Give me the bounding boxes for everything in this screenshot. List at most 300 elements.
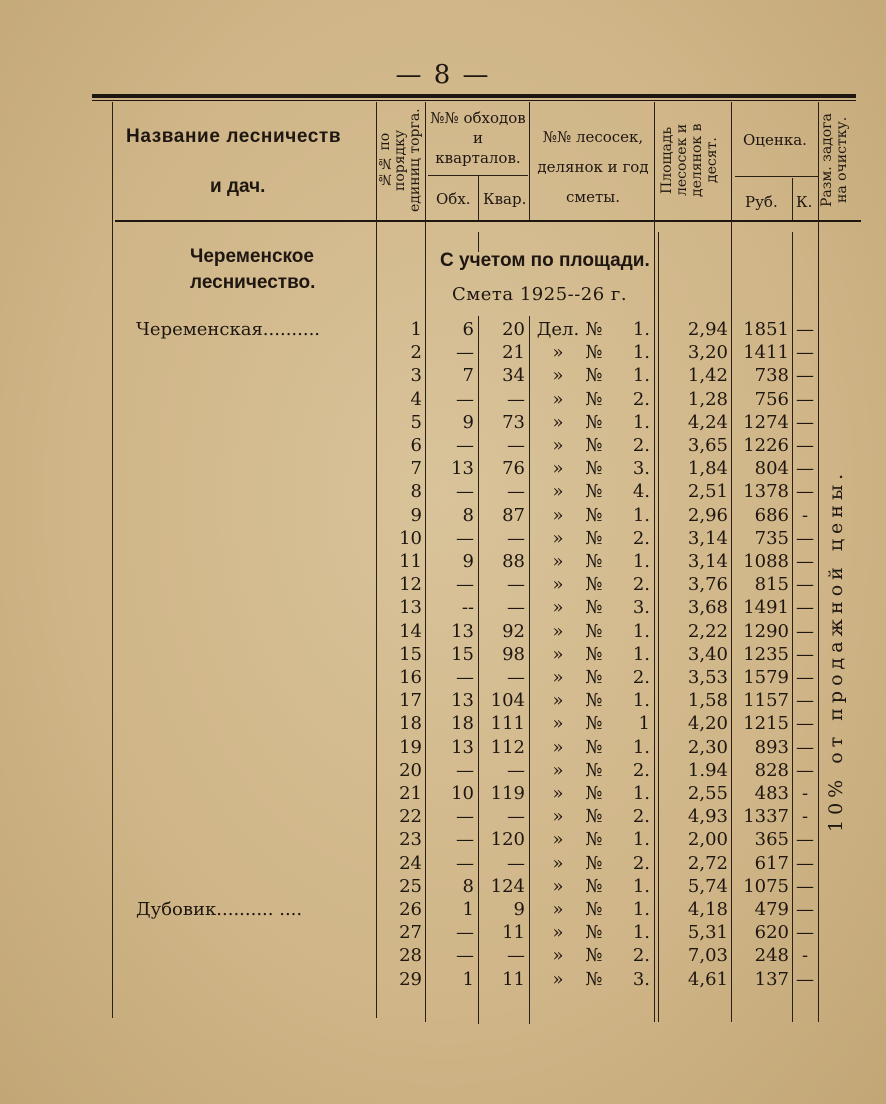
- price-rub-cell: 1851: [743, 319, 789, 340]
- price-rub-cell: 1411: [743, 342, 789, 364]
- kvartal-cell: 88: [502, 551, 525, 572]
- area-cell: 2,30: [687, 736, 728, 758]
- plot-prefix-cell: »: [552, 945, 564, 967]
- kvartal-cell: 98: [502, 643, 525, 665]
- header-obkhod: №№ обходов и кварталов.: [430, 109, 526, 167]
- obkhod-cell: —: [456, 527, 474, 549]
- area-cell: 1,28: [687, 388, 728, 410]
- price-kop-cell: —: [796, 527, 814, 549]
- area-cell: 3,20: [687, 342, 728, 364]
- price-rub-cell: 686: [754, 504, 789, 526]
- dacha-cell: [136, 550, 372, 574]
- price-kop-cell: —: [796, 713, 814, 735]
- obkhod-cell: 9: [462, 551, 474, 572]
- dacha-cell: Черемeнская..........: [136, 319, 321, 340]
- area-cell: 2,55: [687, 783, 728, 804]
- area-cell: 2,22: [687, 620, 728, 642]
- plot-no-sign-cell: №: [585, 388, 603, 410]
- plot-number-cell: 1.: [632, 365, 650, 387]
- plot-number-cell: 1.: [632, 620, 650, 642]
- plot-prefix-cell: »: [552, 690, 564, 712]
- lot-number-cell: 24: [399, 852, 422, 874]
- dacha-cell: [136, 689, 372, 713]
- plot-prefix-cell: »: [552, 342, 564, 364]
- col-line-5b: [529, 316, 530, 1024]
- lot-number-cell: 1: [410, 319, 422, 340]
- price-rub-cell: 479: [754, 899, 789, 920]
- plot-prefix-cell: »: [552, 922, 564, 944]
- price-kop-cell: —: [796, 643, 814, 665]
- plot-prefix-cell: »: [552, 481, 564, 503]
- area-cell: 1,84: [687, 458, 728, 480]
- top-rule: [92, 94, 856, 98]
- plot-number-cell: 3.: [632, 597, 650, 619]
- plot-number-cell: 4.: [632, 481, 650, 503]
- header-kvar: Квар.: [483, 190, 527, 208]
- kvartal-cell: —: [507, 527, 525, 549]
- dacha-cell: [136, 666, 372, 690]
- price-rub-cell: 617: [754, 852, 789, 874]
- price-rub-cell: 620: [754, 922, 789, 944]
- header-sub-line-2: [735, 176, 819, 177]
- lot-number-cell: 4: [410, 388, 422, 410]
- area-cell: 3,76: [687, 574, 728, 596]
- plot-prefix-cell: »: [552, 783, 564, 804]
- lot-number-cell: 12: [399, 574, 422, 596]
- plot-number-cell: 2.: [632, 527, 650, 549]
- area-cell: 2,51: [687, 481, 728, 503]
- dacha-cell: [136, 457, 372, 481]
- price-kop-cell: —: [796, 481, 814, 503]
- price-rub-cell: 1215: [743, 713, 789, 735]
- kvartal-cell: 34: [502, 365, 525, 387]
- obkhod-cell: —: [456, 945, 474, 967]
- plot-no-sign-cell: №: [585, 435, 603, 456]
- col-line-5: [529, 102, 530, 220]
- kvartal-cell: —: [507, 597, 525, 619]
- header-bottom-rule: [115, 220, 861, 222]
- plot-number-cell: 1.: [632, 829, 650, 851]
- dacha-cell: [136, 411, 372, 435]
- plot-prefix-cell: »: [552, 899, 564, 920]
- col-line-8: [792, 178, 793, 220]
- dacha-cell: [136, 388, 372, 412]
- price-kop-cell: —: [796, 411, 814, 433]
- header-name-2: и дач.: [210, 176, 266, 197]
- kvartal-cell: 9: [513, 899, 525, 920]
- obkhod-cell: —: [456, 922, 474, 944]
- plot-prefix-cell: »: [552, 411, 564, 433]
- plot-no-sign-cell: №: [585, 829, 603, 851]
- dacha-cell: [136, 620, 372, 644]
- col-line-4: [478, 175, 479, 220]
- plot-prefix-cell: »: [552, 713, 564, 735]
- obkhod-cell: 15: [451, 643, 474, 665]
- area-cell: 3,65: [687, 435, 728, 456]
- obkhod-cell: 8: [462, 504, 474, 526]
- lot-number-cell: 25: [399, 875, 422, 897]
- plot-prefix-cell: »: [552, 504, 564, 526]
- price-kop-cell: -: [801, 504, 809, 526]
- kvartal-cell: —: [507, 852, 525, 874]
- lot-number-cell: 19: [399, 736, 422, 758]
- plot-no-sign-cell: №: [585, 899, 603, 920]
- obkhod-cell: —: [456, 388, 474, 410]
- kvartal-cell: 76: [502, 458, 525, 480]
- lot-number-cell: 7: [410, 458, 422, 480]
- plot-prefix-cell: »: [552, 388, 564, 410]
- lot-number-cell: 27: [399, 922, 422, 944]
- obkhod-cell: —: [456, 806, 474, 828]
- plot-no-sign-cell: №: [585, 527, 603, 549]
- obkhod-cell: —: [456, 481, 474, 503]
- lot-number-cell: 8: [410, 481, 422, 503]
- lot-number-cell: 15: [399, 643, 422, 665]
- col-line-6b: [658, 232, 659, 1022]
- price-rub-cell: 137: [754, 968, 789, 990]
- plot-number-cell: 1.: [632, 319, 650, 340]
- plot-no-sign-cell: №: [585, 968, 603, 990]
- plot-number-cell: 2.: [632, 435, 650, 456]
- plot-prefix-cell: »: [552, 968, 564, 990]
- dacha-cell: [136, 852, 372, 876]
- kvartal-cell: 120: [490, 829, 525, 851]
- price-kop-cell: —: [796, 620, 814, 642]
- plot-no-sign-cell: №: [585, 504, 603, 526]
- plot-number-cell: 1.: [632, 875, 650, 897]
- dacha-cell: [136, 504, 372, 528]
- price-kop-cell: -: [801, 806, 809, 828]
- plot-no-sign-cell: №: [585, 736, 603, 758]
- lot-number-cell: 10: [399, 527, 422, 549]
- top-rule-thin: [92, 100, 856, 101]
- plot-prefix-cell: »: [552, 574, 564, 596]
- plot-number-cell: 3.: [632, 968, 650, 990]
- price-kop-cell: —: [796, 458, 814, 480]
- lot-number-cell: 21: [399, 783, 422, 804]
- plot-prefix-cell: »: [552, 759, 564, 781]
- plot-no-sign-cell: №: [585, 852, 603, 874]
- kvartal-cell: 87: [502, 504, 525, 526]
- obkhod-cell: 8: [462, 875, 474, 897]
- plot-no-sign-cell: №: [585, 806, 603, 828]
- area-cell: 4,24: [687, 411, 728, 433]
- kvartal-cell: —: [507, 435, 525, 456]
- area-cell: 4,93: [687, 806, 728, 828]
- dacha-cell: [136, 527, 372, 551]
- price-rub-cell: 1491: [743, 597, 789, 619]
- plot-number-cell: 2.: [632, 667, 650, 688]
- area-cell: 3,14: [687, 527, 728, 549]
- price-rub-cell: 248: [754, 945, 789, 967]
- dacha-cell: [136, 364, 372, 388]
- dacha-cell: [136, 643, 372, 667]
- price-kop-cell: —: [796, 759, 814, 781]
- plot-prefix-cell: »: [552, 597, 564, 619]
- price-kop-cell: —: [796, 690, 814, 712]
- price-kop-cell: -: [801, 945, 809, 967]
- kvartal-cell: 11: [502, 922, 525, 944]
- obkhod-cell: 18: [451, 713, 474, 735]
- header-lot-no: №№ по порядку единиц торга.: [377, 108, 423, 212]
- plot-number-cell: 2.: [632, 945, 650, 967]
- obkhod-cell: 13: [451, 458, 474, 480]
- price-rub-cell: 1088: [743, 551, 789, 572]
- plot-prefix-cell: »: [552, 458, 564, 480]
- lot-number-cell: 17: [399, 690, 422, 712]
- price-kop-cell: —: [796, 968, 814, 990]
- plot-prefix-cell: »: [552, 829, 564, 851]
- dacha-cell: [136, 596, 372, 620]
- plot-no-sign-cell: №: [585, 551, 603, 572]
- obkhod-cell: 13: [451, 620, 474, 642]
- plot-prefix-cell: »: [552, 527, 564, 549]
- lot-number-cell: 20: [399, 759, 422, 781]
- header-obkh: Обх.: [436, 190, 471, 208]
- obkhod-cell: --: [461, 597, 474, 619]
- kvartal-cell: —: [507, 945, 525, 967]
- obkhod-cell: —: [456, 342, 474, 364]
- dacha-cell: [136, 782, 372, 806]
- kvartal-cell: 104: [490, 690, 525, 712]
- plot-no-sign-cell: №: [585, 319, 603, 340]
- price-rub-cell: 1157: [743, 690, 789, 712]
- lot-number-cell: 26: [399, 899, 422, 920]
- obkhod-cell: 13: [451, 736, 474, 758]
- price-rub-cell: 815: [754, 574, 789, 596]
- plot-number-cell: 1.: [632, 783, 650, 804]
- area-cell: 2,94: [687, 319, 728, 340]
- price-rub-cell: 738: [754, 365, 789, 387]
- kvartal-cell: —: [507, 481, 525, 503]
- area-cell: 2,96: [687, 504, 728, 526]
- price-rub-cell: 1226: [743, 435, 789, 456]
- plot-number-cell: 1.: [632, 690, 650, 712]
- obkhod-cell: 6: [462, 319, 474, 340]
- deposit-note: 10% от продажной цены.: [825, 468, 847, 832]
- plot-prefix-cell: Дел.: [536, 319, 580, 340]
- kvartal-cell: 124: [490, 875, 525, 897]
- area-cell: 1,58: [687, 690, 728, 712]
- plot-no-sign-cell: №: [585, 342, 603, 364]
- lot-number-cell: 2: [410, 342, 422, 364]
- plot-no-sign-cell: №: [585, 759, 603, 781]
- price-rub-cell: 1274: [743, 411, 789, 433]
- plot-prefix-cell: »: [552, 551, 564, 572]
- col-line-3: [425, 102, 426, 1022]
- col-line-7: [731, 102, 732, 1022]
- area-cell: 5,31: [687, 922, 728, 944]
- lot-number-cell: 28: [399, 945, 422, 967]
- plot-prefix-cell: »: [552, 435, 564, 456]
- area-cell: 1.94: [687, 759, 728, 781]
- dacha-cell: [136, 434, 372, 458]
- plot-no-sign-cell: №: [585, 458, 603, 480]
- lot-number-cell: 3: [410, 365, 422, 387]
- dacha-cell: [136, 944, 372, 968]
- kvartal-cell: 119: [490, 783, 525, 804]
- plot-prefix-cell: »: [552, 852, 564, 874]
- obkhod-cell: —: [456, 574, 474, 596]
- kvartal-cell: 92: [502, 620, 525, 642]
- col-line-9: [818, 102, 819, 1022]
- area-cell: 3,53: [687, 667, 728, 688]
- obkhod-cell: 7: [462, 365, 474, 387]
- kvartal-cell: —: [507, 388, 525, 410]
- plot-no-sign-cell: №: [585, 945, 603, 967]
- plot-number-cell: 2.: [632, 574, 650, 596]
- page-number: — 8 —: [395, 60, 491, 90]
- area-cell: 7,03: [687, 945, 728, 967]
- kvartal-cell: 11: [502, 968, 525, 990]
- dacha-cell: [136, 712, 372, 736]
- obkhod-cell: —: [456, 759, 474, 781]
- plot-prefix-cell: »: [552, 620, 564, 642]
- dacha-cell: [136, 968, 372, 992]
- dacha-cell: [136, 480, 372, 504]
- header-deposit: Разм. задога на очистку.: [819, 113, 850, 207]
- area-cell: 4,61: [687, 968, 728, 990]
- obkhod-cell: 1: [462, 899, 474, 920]
- price-kop-cell: —: [796, 388, 814, 410]
- plot-number-cell: 1.: [632, 643, 650, 665]
- obkhod-cell: —: [456, 829, 474, 851]
- lot-number-cell: 11: [399, 551, 422, 572]
- obkhod-cell: 10: [451, 783, 474, 804]
- price-rub-cell: 893: [754, 736, 789, 758]
- price-kop-cell: —: [796, 852, 814, 874]
- plot-no-sign-cell: №: [585, 667, 603, 688]
- price-rub-cell: 1378: [743, 481, 789, 503]
- header-kop: К.: [796, 193, 813, 211]
- lot-number-cell: 22: [399, 806, 422, 828]
- header-lesoseki: №№ лесосек, делянок и год сметы.: [537, 128, 649, 206]
- price-kop-cell: —: [796, 597, 814, 619]
- obkhod-cell: 9: [462, 411, 474, 433]
- price-rub-cell: 365: [754, 829, 789, 851]
- dacha-cell: [136, 805, 372, 829]
- area-cell: 1,42: [687, 365, 728, 387]
- lot-number-cell: 14: [399, 620, 422, 642]
- kvartal-cell: 20: [502, 319, 525, 340]
- plot-no-sign-cell: №: [585, 411, 603, 433]
- area-cell: 3,40: [687, 643, 728, 665]
- price-kop-cell: —: [796, 435, 814, 456]
- area-cell: 4,20: [687, 713, 728, 735]
- price-rub-cell: 756: [754, 388, 789, 410]
- header-rub: Руб.: [745, 193, 778, 211]
- plot-number-cell: 1.: [632, 922, 650, 944]
- plot-number-cell: 3.: [632, 458, 650, 480]
- plot-no-sign-cell: №: [585, 713, 603, 735]
- plot-no-sign-cell: №: [585, 875, 603, 897]
- area-cell: 2,72: [687, 852, 728, 874]
- price-rub-cell: 828: [754, 759, 789, 781]
- price-kop-cell: —: [796, 551, 814, 572]
- obkhod-cell: —: [456, 435, 474, 456]
- price-kop-cell: —: [796, 922, 814, 944]
- price-rub-cell: 483: [754, 783, 789, 804]
- kvartal-cell: —: [507, 574, 525, 596]
- price-rub-cell: 1235: [743, 643, 789, 665]
- plot-no-sign-cell: №: [585, 922, 603, 944]
- plot-number-cell: 1.: [632, 899, 650, 920]
- price-kop-cell: —: [796, 319, 814, 340]
- plot-number-cell: 1.: [632, 342, 650, 364]
- plot-number-cell: 1.: [632, 504, 650, 526]
- header-area: Площадь лесосек и делянок в десят.: [659, 123, 720, 197]
- price-rub-cell: 1075: [743, 875, 789, 897]
- plot-number-cell: 2.: [632, 852, 650, 874]
- kvartal-cell: 73: [502, 411, 525, 433]
- lot-number-cell: 5: [410, 411, 422, 433]
- plot-prefix-cell: »: [552, 736, 564, 758]
- plot-number-cell: 2.: [632, 806, 650, 828]
- kvartal-cell: 112: [490, 736, 525, 758]
- lot-number-cell: 18: [399, 713, 422, 735]
- plot-prefix-cell: »: [552, 667, 564, 688]
- dacha-cell: [136, 759, 372, 783]
- area-cell: 3,14: [687, 551, 728, 572]
- lot-number-cell: 16: [399, 667, 422, 688]
- col-line-1: [112, 102, 113, 1018]
- dacha-cell: [136, 736, 372, 760]
- price-kop-cell: —: [796, 574, 814, 596]
- dacha-cell: [136, 828, 372, 852]
- dacha-cell: [136, 341, 372, 365]
- lot-number-cell: 23: [399, 829, 422, 851]
- area-cell: 3,68: [687, 597, 728, 619]
- price-rub-cell: 1290: [743, 620, 789, 642]
- estimate-heading: Смета 1925--26 г.: [452, 284, 628, 305]
- plot-no-sign-cell: №: [585, 690, 603, 712]
- price-kop-cell: —: [796, 899, 814, 920]
- price-kop-cell: —: [796, 342, 814, 364]
- price-kop-cell: —: [796, 365, 814, 387]
- dacha-cell: [136, 573, 372, 597]
- obkhod-cell: 13: [451, 690, 474, 712]
- kvartal-cell: —: [507, 806, 525, 828]
- price-rub-cell: 804: [754, 458, 789, 480]
- plot-no-sign-cell: №: [585, 783, 603, 804]
- plot-no-sign-cell: №: [585, 481, 603, 503]
- method-heading: С учетом по площади.: [440, 250, 650, 271]
- price-kop-cell: —: [796, 667, 814, 688]
- plot-number-cell: 1.: [632, 736, 650, 758]
- obkhod-cell: —: [456, 852, 474, 874]
- kvartal-cell: 111: [490, 713, 525, 735]
- area-cell: 4,18: [687, 899, 728, 920]
- plot-prefix-cell: »: [552, 875, 564, 897]
- plot-prefix-cell: »: [552, 643, 564, 665]
- lot-number-cell: 6: [410, 435, 422, 456]
- plot-number-cell: 2.: [632, 388, 650, 410]
- kvartal-cell: —: [507, 667, 525, 688]
- area-cell: 2,00: [687, 829, 728, 851]
- forestry-name-2: лесничество.: [190, 272, 316, 293]
- col-line-6: [654, 102, 655, 1022]
- plot-number-cell: 2.: [632, 759, 650, 781]
- obkhod-cell: 1: [462, 968, 474, 990]
- plot-no-sign-cell: №: [585, 620, 603, 642]
- forestry-name-1: Черемeнское: [190, 246, 314, 267]
- price-rub-cell: 1579: [743, 667, 789, 688]
- price-rub-cell: 1337: [743, 806, 789, 828]
- header-otsenka: Оценка.: [743, 131, 807, 149]
- lot-number-cell: 9: [410, 504, 422, 526]
- plot-number-cell: 1: [638, 713, 650, 735]
- price-rub-cell: 735: [754, 527, 789, 549]
